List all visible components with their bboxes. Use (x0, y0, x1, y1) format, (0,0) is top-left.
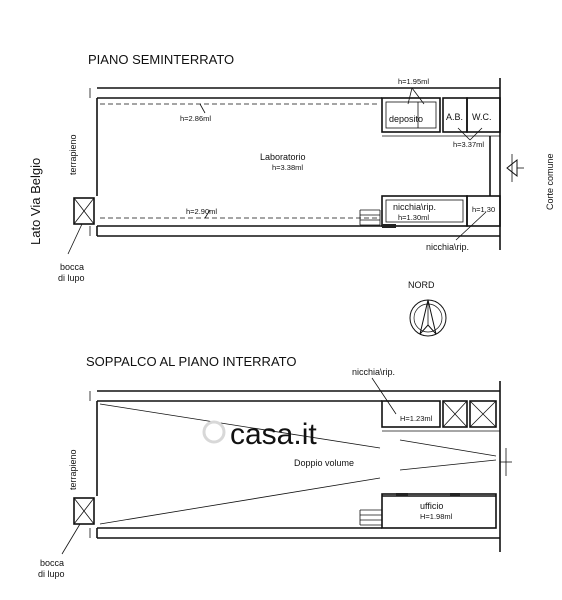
height-130: h=1.30 (472, 205, 496, 214)
entrance-arrow-icon (507, 154, 524, 182)
ufficio-height: H=1.98ml (420, 512, 453, 521)
bocca-di-lupo-bottom (62, 498, 94, 554)
height-286: h=2.86ml (180, 114, 212, 123)
entrance-mark-bottom-icon (500, 448, 512, 476)
terrapieno-top: terrapieno (68, 134, 78, 175)
corte-comune-label: Corte comune (545, 153, 555, 210)
compass (408, 280, 446, 336)
stairs-top (360, 210, 380, 225)
height-290: h=2.90ml (186, 207, 218, 216)
room-deposito: deposito (389, 114, 424, 124)
label-nicchia-bottom: nicchia\rip. (352, 367, 396, 377)
height-337: h=3.37ml (453, 140, 485, 149)
watermark-logo-icon (204, 422, 224, 442)
bocca-label-bottom-1: bocca (40, 558, 65, 568)
side-street-label: Lato Via Belgio (28, 157, 43, 245)
room-nicchia-rip: nicchia\rip. (393, 202, 437, 212)
bocca-label-top-1: bocca (60, 262, 85, 272)
room-nicchia-height: h=1.30ml (398, 213, 430, 222)
bocca-label-top-2: di lupo (58, 273, 85, 283)
north-arrow-icon (410, 300, 446, 336)
height-195: h=1.95ml (398, 77, 430, 86)
label-nicchia-outer: nicchia\rip. (426, 242, 470, 252)
bocca-label-bottom-2: di lupo (38, 569, 65, 579)
room-laboratorio: Laboratorio (260, 152, 306, 162)
plan-soppalco (38, 354, 512, 579)
terrapieno-bottom: terrapieno (68, 449, 78, 490)
nicchia-bottom-height: H=1.23ml (400, 414, 433, 423)
plan-seminterrato (58, 52, 555, 283)
compass-label: NORD (408, 280, 435, 290)
room-wc: W.C. (472, 112, 492, 122)
room-laboratorio-height: h=3.38ml (272, 163, 304, 172)
plan-top-title: PIANO SEMINTERRATO (88, 52, 235, 67)
room-ufficio: ufficio (420, 501, 444, 511)
room-ab: A.B. (446, 112, 464, 122)
stairs-bottom (360, 510, 382, 525)
watermark (204, 418, 317, 451)
doppio-volume-label: Doppio volume (294, 458, 355, 468)
plan-bottom-title: SOPPALCO AL PIANO INTERRATO (86, 354, 297, 369)
watermark-text: casa.it (230, 418, 317, 451)
